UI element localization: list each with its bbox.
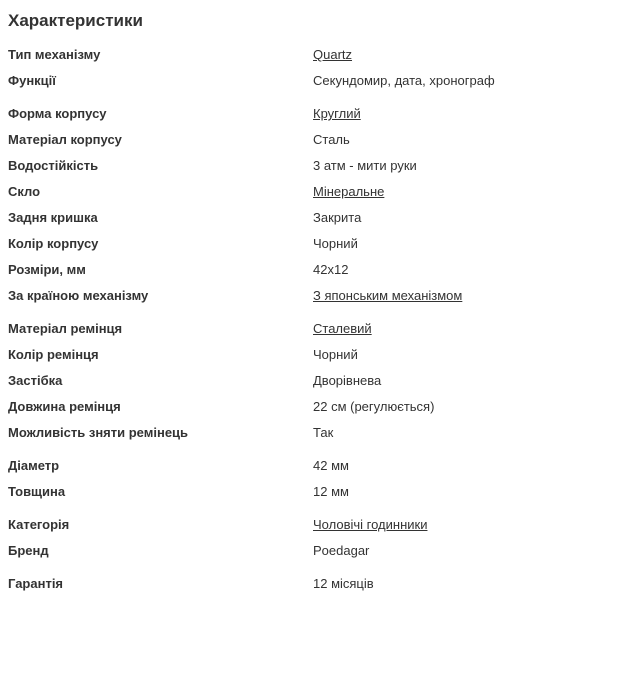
spec-label: Застібка [8,373,63,388]
table-row [8,538,632,564]
spec-label: Можливість зняти ремінець [8,425,189,440]
table-row [8,68,632,94]
spec-value-link[interactable]: Quartz [313,47,353,62]
spec-value [313,342,632,368]
spec-value-text: 42x12 [313,262,349,277]
table-row [8,564,632,597]
spec-value-text: Закрита [313,210,362,225]
spec-value-link[interactable]: Круглий [313,106,361,121]
spec-label: Скло [8,184,41,199]
spec-label: Гарантія [8,576,64,591]
spec-value [313,205,632,231]
table-row [8,309,632,342]
spec-value [313,446,632,479]
spec-value-link[interactable]: Чоловічі годинники [313,517,428,532]
spec-value-text: 12 місяців [313,576,374,591]
spec-value-text: 22 см (регулюється) [313,399,435,414]
spec-value [313,420,632,446]
spec-label: Водостійкість [8,158,99,173]
spec-label: Колір ремінця [8,347,99,362]
spec-label: Функції [8,73,56,88]
spec-value-text: Так [313,425,334,440]
spec-label: Товщина [8,484,66,499]
spec-value-text: Чорний [313,347,358,362]
spec-label: Матеріал корпусу [8,132,122,147]
spec-value [313,368,632,394]
spec-value-text: Чорний [313,236,358,251]
table-row [8,42,632,68]
spec-value [313,231,632,257]
spec-value-text: 12 мм [313,484,349,499]
spec-label: Колір корпусу [8,236,99,251]
spec-value-text: Сталь [313,132,350,147]
specifications-table [8,42,632,597]
table-row [8,94,632,127]
spec-value [313,153,632,179]
spec-label: Матеріал ремінця [8,321,123,336]
spec-value [313,564,632,597]
spec-label: Тип механізму [8,47,101,62]
table-row [8,179,632,205]
table-row [8,420,632,446]
table-row [8,127,632,153]
spec-value [313,179,632,205]
spec-label: Довжина ремінця [8,399,121,414]
spec-value-link[interactable]: Сталевий [313,321,372,336]
spec-value-link[interactable]: З японським механізмом [313,288,463,303]
spec-value-text: 3 атм - мити руки [313,158,417,173]
spec-value [313,479,632,505]
spec-label: Форма корпусу [8,106,107,121]
specifications-page [0,10,640,682]
spec-label: Бренд [8,543,49,558]
spec-value [313,257,632,283]
spec-value [313,68,632,94]
table-row [8,153,632,179]
spec-value [313,94,632,127]
table-row [8,446,632,479]
spec-value-text: Дворівнева [313,373,382,388]
table-row [8,479,632,505]
spec-value [313,42,632,68]
table-row [8,505,632,538]
table-row [8,231,632,257]
spec-value-text: 42 мм [313,458,349,473]
spec-value-text: Poedagar [313,543,370,558]
spec-label: Задня кришка [8,210,98,225]
spec-label: За країною механізму [8,288,149,303]
table-row [8,368,632,394]
spec-label: Розміри, мм [8,262,86,277]
table-row [8,205,632,231]
spec-value-link[interactable]: Мінеральне [313,184,385,199]
spec-value [313,283,632,309]
spec-value [313,394,632,420]
spec-label: Діаметр [8,458,60,473]
spec-label: Категорія [8,517,70,532]
specifications-table-body [8,42,632,597]
table-row [8,342,632,368]
table-row [8,394,632,420]
spec-value-text: Секундомир, дата, хронограф [313,73,495,88]
spec-value [313,309,632,342]
page-title: Характеристики [8,11,143,30]
table-row [8,257,632,283]
table-row [8,283,632,309]
spec-value [313,505,632,538]
spec-value [313,127,632,153]
spec-value [313,538,632,564]
